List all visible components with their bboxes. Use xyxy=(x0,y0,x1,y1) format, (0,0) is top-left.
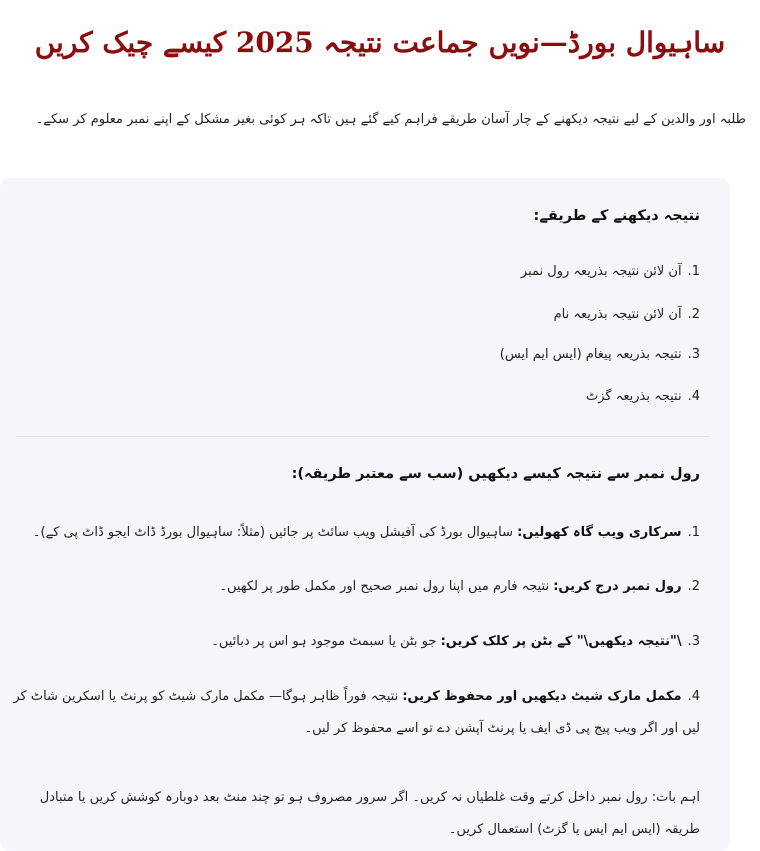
intro-text: طلبہ اور والدین کے لیے نتیجہ دیکھنے کے چار آسان طریقے فراہم کیے گئے ہیں تاکہ ہر کوئی بغیر مشکل کے اپنے نمبر معلوم کر سکے۔ xyxy=(35,112,746,127)
step-text: جو بٹن یا سبمٹ موجود ہو اس پر دبائیں۔ xyxy=(211,634,441,649)
divider xyxy=(16,436,710,437)
item-number: 4. xyxy=(687,389,700,404)
list-item xyxy=(20,303,700,327)
page-title: ساہیوال بورڈ—نویں جماعت نتیجہ 2025 کیسے چیک کریں xyxy=(34,26,726,59)
item-text: آن لائن نتیجہ بذریعہ رول نمبر xyxy=(520,264,682,279)
step-1 xyxy=(10,517,700,549)
rollno-heading: رول نمبر سے نتیجہ کیسے دیکھیں (سب سے معتبر طریقہ): xyxy=(291,466,700,482)
list-item xyxy=(20,260,700,284)
list-item xyxy=(20,385,700,409)
step-3 xyxy=(10,626,700,658)
step-title: رول نمبر درج کریں: xyxy=(553,579,682,594)
step-2 xyxy=(10,571,700,603)
methods-heading: نتیجہ دیکھنے کے طریقے: xyxy=(533,208,700,224)
step-number: 3. xyxy=(687,634,700,649)
list-item xyxy=(20,343,700,367)
step-title: \"نتیجہ دیکھیں\" کے بٹن پر کلک کریں: xyxy=(440,634,682,649)
important-note: اہم بات: رول نمبر داخل کرتے وقت غلطیاں نہ کریں۔ اگر سرور مصروف ہو تو چند منٹ بعد دوبارہ کوشش کریں یا متبادل طریقہ (ایس ایم ایس یا گزٹ) استعمال کریں۔ xyxy=(39,790,700,837)
step-number: 1. xyxy=(687,525,700,540)
step-title: مکمل مارک شیٹ دیکھیں اور محفوظ کریں: xyxy=(402,689,682,704)
item-number: 1. xyxy=(687,264,700,279)
item-text: نتیجہ بذریعہ گزٹ xyxy=(586,389,682,404)
step-text: ساہیوال بورڈ کی آفیشل ویب سائٹ پر جائیں (مثلاً: ساہیوال بورڈ ڈاٹ ایجو ڈاٹ پی کے)۔ xyxy=(32,525,518,540)
step-number: 2. xyxy=(687,579,700,594)
step-text: نتیجہ فوراً ظاہر ہوگا— مکمل مارک شیٹ کو پرنٹ یا اسکرین شاٹ کر لیں اور اگر ویب پیج پی ڈی ایف یا پرنٹ آپشن دے تو اسے محفوظ کر لیں۔ xyxy=(13,689,700,736)
item-text: نتیجہ بذریعہ پیغام (ایس ایم ایس) xyxy=(499,347,682,362)
item-number: 2. xyxy=(687,307,700,322)
step-text: نتیجہ فارم میں اپنا رول نمبر صحیح اور مکمل طور پر لکھیں۔ xyxy=(219,579,554,594)
item-number: 3. xyxy=(687,347,700,362)
content-card xyxy=(0,178,730,851)
item-text: آن لائن نتیجہ بذریعہ نام xyxy=(553,307,682,322)
step-title: سرکاری ویب گاہ کھولیں: xyxy=(517,525,682,540)
step-number: 4. xyxy=(687,689,700,704)
step-4 xyxy=(10,681,700,745)
